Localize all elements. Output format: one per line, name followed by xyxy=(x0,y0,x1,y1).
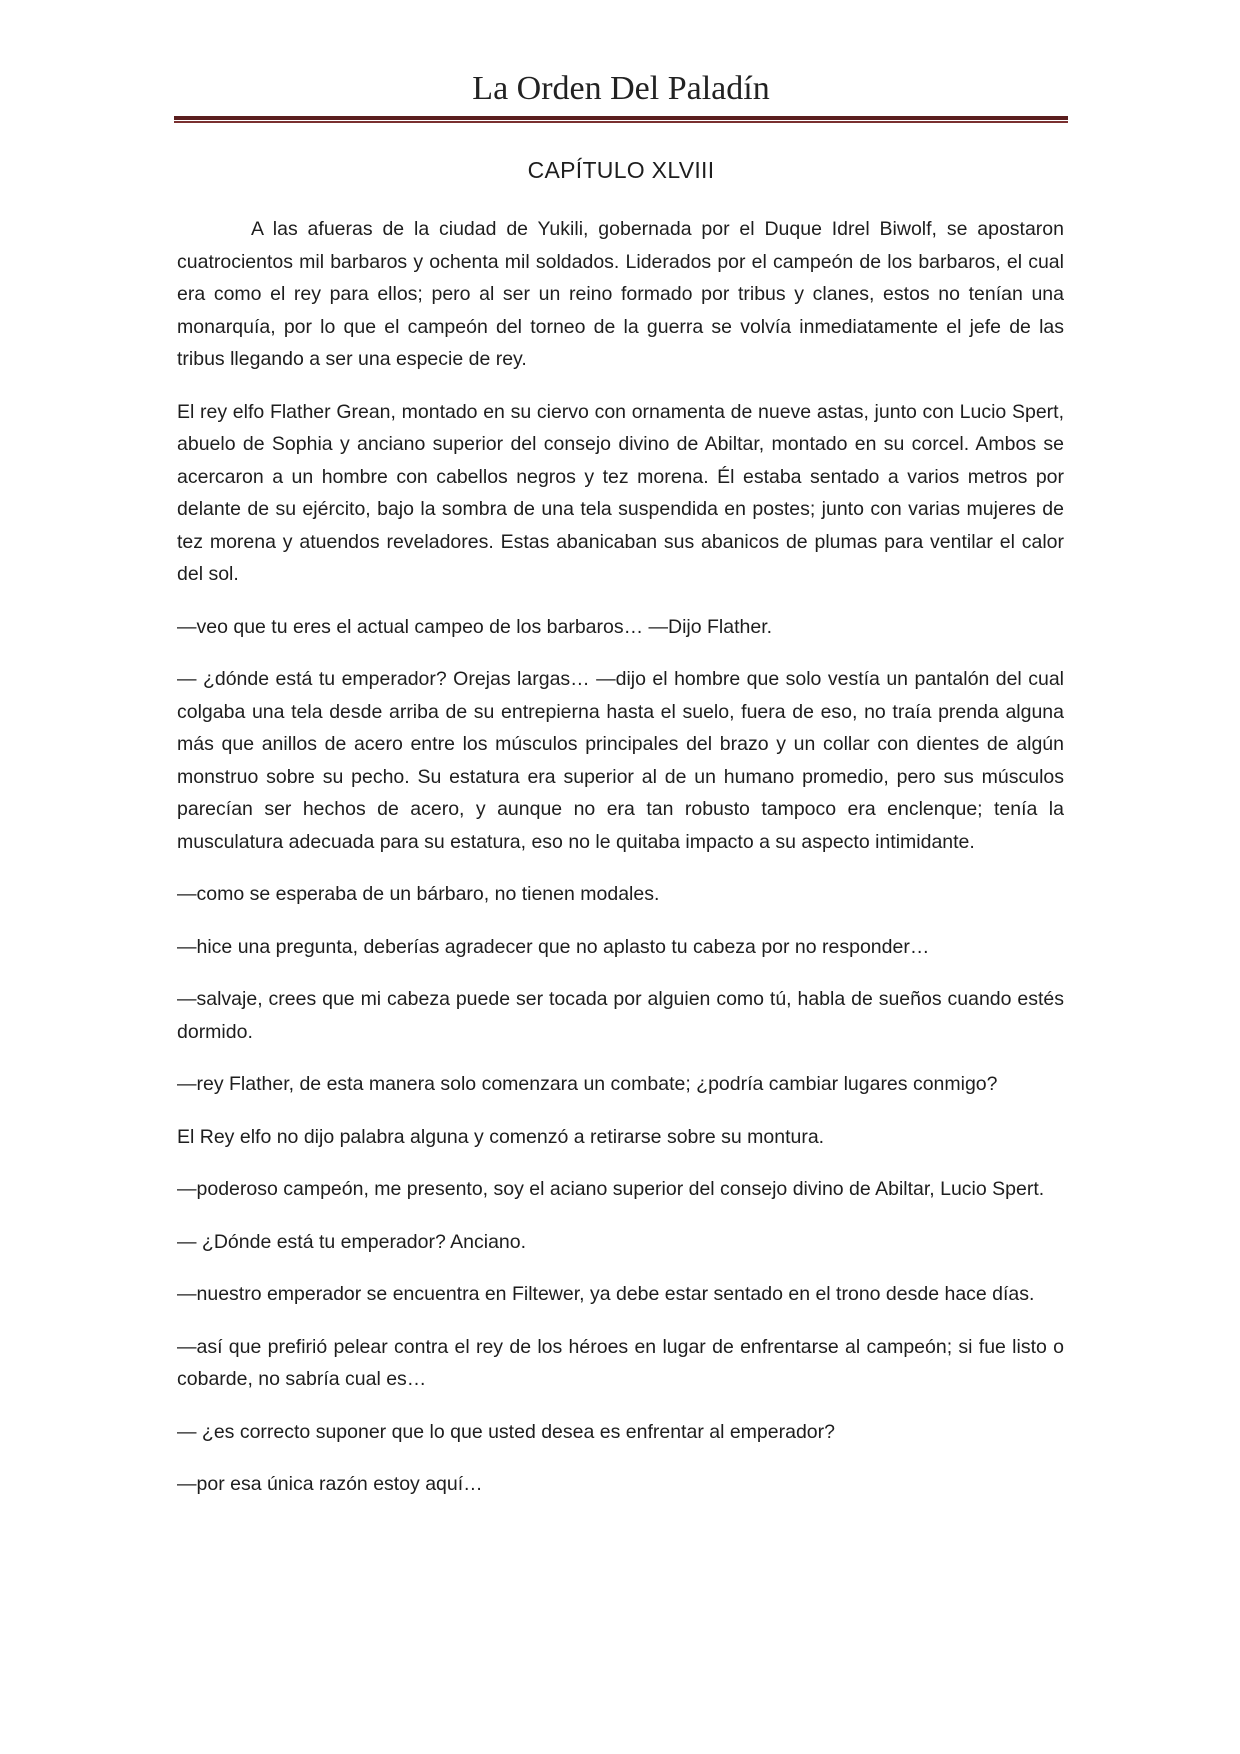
paragraph: El Rey elfo no dijo palabra alguna y comenzó a retirarse sobre su montura. xyxy=(177,1125,825,1148)
paragraph: —salvaje, crees que mi cabeza puede ser tocada por alguien como tú, habla de sueños cuando estés dormido. xyxy=(177,988,1064,1043)
chapter-body xyxy=(177,213,1064,1521)
chapter-title: CAPÍTULO XLVIII xyxy=(527,157,715,183)
running-header-title: La Orden Del Paladín xyxy=(472,70,770,107)
header-divider-thick-line xyxy=(174,116,1068,120)
paragraph: — ¿Dónde está tu emperador? Anciano. xyxy=(177,1230,527,1253)
paragraph: El rey elfo Flather Grean, montado en su ciervo con ornamenta de nueve astas, junto con Lucio Spert, abuelo de Sophia y anciano superior del consejo divino de Abiltar, montado en su corcel. Ambos se acercaron a un hombre con cabellos negros y tez morena. Él estaba sentado a varios metros por delante de su ejército, bajo la sombra de una tela suspendida en postes; junto con varias mujeres de tez morena y atuendos reveladores. Estas abanicaban sus abanicos de plumas para ventilar el calor del sol. xyxy=(177,400,1064,585)
paragraph: A las afueras de la ciudad de Yukili, gobernada por el Duque Idrel Biwolf, se apostaron cuatrocientos mil barbaros y ochenta mil soldados. Liderados por el campeón de los barbaros, el cual era como el rey para ellos; pero al ser un reino formado por tribus y clanes, estos no tenían una monarquía, por lo que el campeón del torneo de la guerra se volvía inmediatamente el jefe de las tribus llegando a ser una especie de rey. xyxy=(177,218,1064,370)
paragraph: — ¿dónde está tu emperador? Orejas largas… —dijo el hombre que solo vestía un pantalón del cual colgaba una tela desde arriba de su entrepierna hasta el suelo, fuera de eso, no traía prenda alguna más que anillos de acero entre los músculos principales del brazo y un collar con dientes de algún monstruo sobre su pecho. Su estatura era superior al de un humano promedio, pero sus músculos parecían ser hechos de acero, y aunque no era tan robusto tampoco era enclenque; tenía la musculatura adecuada para su estatura, eso no le quitaba impacto a su aspecto intimidante. xyxy=(177,668,1064,853)
paragraph: —rey Flather, de esta manera solo comenzara un combate; ¿podría cambiar lugares conmigo? xyxy=(177,1073,998,1095)
paragraph: —así que prefirió pelear contra el rey de los héroes en lugar de enfrentarse al campeón; si fue listo o cobarde, no sabría cual es… xyxy=(177,1335,1064,1390)
paragraph: —nuestro emperador se encuentra en Filtewer, ya debe estar sentado en el trono desde hace días. xyxy=(177,1283,1035,1305)
paragraph: —poderoso campeón, me presento, soy el aciano superior del consejo divino de Abiltar, Lucio Spert. xyxy=(177,1178,1045,1200)
paragraph: —veo que tu eres el actual campeo de los barbaros… —Dijo Flather. xyxy=(177,615,773,638)
header-divider xyxy=(174,116,1068,123)
paragraph: — ¿es correcto suponer que lo que usted desea es enfrentar al emperador? xyxy=(177,1420,835,1443)
header-divider-thin-line xyxy=(174,121,1068,123)
paragraph: —por esa única razón estoy aquí… xyxy=(177,1473,483,1495)
paragraph: —hice una pregunta, deberías agradecer que no aplasto tu cabeza por no responder… xyxy=(177,935,930,958)
paragraph: —como se esperaba de un bárbaro, no tienen modales. xyxy=(177,883,660,905)
